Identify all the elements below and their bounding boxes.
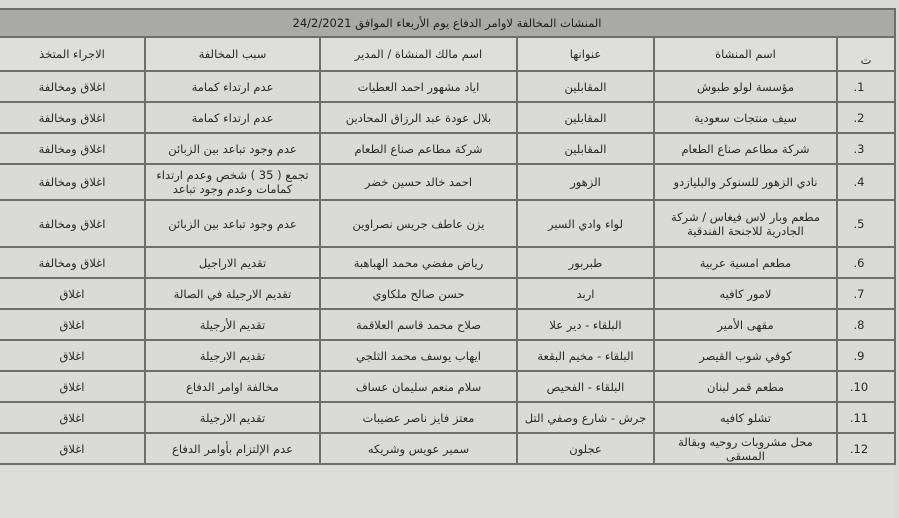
address: جرش - شارع وصفي التل: [517, 402, 654, 433]
owner-name: حسن صالح ملكاوي: [320, 278, 517, 309]
table-row: [0, 371, 895, 402]
action-taken: اغلاق: [0, 433, 145, 464]
row-number: .2: [837, 102, 895, 133]
address: الزهور: [517, 164, 654, 200]
violations-table: [0, 8, 896, 465]
address: اربد: [517, 278, 654, 309]
violation-reason: تقديم الارجيلة: [145, 402, 320, 433]
owner-name: صلاح محمد قاسم العلاقمة: [320, 309, 517, 340]
action-taken: اغلاق: [0, 402, 145, 433]
violation-reason: مخالفة اوامر الدفاع: [145, 371, 320, 402]
action-taken: اغلاق: [0, 309, 145, 340]
violation-reason: عدم وجود تباعد بين الزبائن: [145, 133, 320, 164]
table-row: [0, 402, 895, 433]
owner-name: سمير عويس وشريكه: [320, 433, 517, 464]
address: البلقاء - دير علا: [517, 309, 654, 340]
establishment-name: مؤسسة لولو طبوش: [654, 71, 837, 102]
establishment-name: مقهى الأمير: [654, 309, 837, 340]
action-taken: اغلاق: [0, 371, 145, 402]
row-number: .7: [837, 278, 895, 309]
table-row: [0, 102, 895, 133]
row-number: .1: [837, 71, 895, 102]
table-row: [0, 200, 895, 247]
document-sheet: [0, 8, 895, 518]
address: المقابلين: [517, 102, 654, 133]
establishment-name: تشلو كافيه: [654, 402, 837, 433]
table-row: [0, 164, 895, 200]
row-number: .9: [837, 340, 895, 371]
violation-reason: تقديم الارجيلة: [145, 340, 320, 371]
violation-reason: تقديم الارجيلة في الصالة: [145, 278, 320, 309]
owner-name: شركة مطاعم صناع الطعام: [320, 133, 517, 164]
address: طبربور: [517, 247, 654, 278]
table-row: [0, 247, 895, 278]
violation-reason: عدم ارتداء كمامة: [145, 102, 320, 133]
action-taken: اغلاق ومخالفة: [0, 102, 145, 133]
violation-reason: عدم ارتداء كمامة: [145, 71, 320, 102]
row-number: .5: [837, 200, 895, 247]
address: عجلون: [517, 433, 654, 464]
header-row: [0, 37, 895, 71]
header-action: الاجراء المتخذ: [0, 37, 145, 71]
owner-name: سلام منعم سليمان عساف: [320, 371, 517, 402]
row-number: .3: [837, 133, 895, 164]
owner-name: احمد خالد حسين خضر: [320, 164, 517, 200]
header-reason: سبب المخالفة: [145, 37, 320, 71]
row-number: .12: [837, 433, 895, 464]
violation-reason: عدم وجود تباعد بين الزبائن: [145, 200, 320, 247]
row-number: .6: [837, 247, 895, 278]
table-row: [0, 133, 895, 164]
title-row: [0, 9, 895, 37]
owner-name: اياد مشهور احمد العطيات: [320, 71, 517, 102]
violation-reason: تقديم الاراجيل: [145, 247, 320, 278]
establishment-name: شركة مطاعم صناع الطعام: [654, 133, 837, 164]
violation-reason: عدم الإلتزام بأوامر الدفاع: [145, 433, 320, 464]
owner-name: رياض مفضي محمد الهباهبة: [320, 247, 517, 278]
header-number: ت: [837, 37, 895, 71]
establishment-name: سيف منتجات سعودية: [654, 102, 837, 133]
violation-reason: تقديم الأرجيلة: [145, 309, 320, 340]
address: البلقاء - مخيم البقعة: [517, 340, 654, 371]
table-row: [0, 71, 895, 102]
action-taken: اغلاق: [0, 278, 145, 309]
row-number: .8: [837, 309, 895, 340]
table-title: المنشات المخالفة لاوامر الدفاع يوم الأربعاء الموافق 24/2/2021: [0, 9, 895, 37]
header-establishment: اسم المنشاة: [654, 37, 837, 71]
establishment-name: نادي الزهور للسنوكر والبليازدو: [654, 164, 837, 200]
action-taken: اغلاق: [0, 340, 145, 371]
violation-reason: تجمع ( 35 ) شخص وعدم ارتداء كمامات وعدم وجود تباعد: [145, 164, 320, 200]
action-taken: اغلاق ومخالفة: [0, 71, 145, 102]
owner-name: يزن عاطف جريس نصراوين: [320, 200, 517, 247]
header-address: عنوانها: [517, 37, 654, 71]
action-taken: اغلاق ومخالفة: [0, 133, 145, 164]
establishment-name: مطعم قمر لبنان: [654, 371, 837, 402]
address: المقابلين: [517, 71, 654, 102]
address: البلقاء - الفحيص: [517, 371, 654, 402]
table-row: [0, 309, 895, 340]
address: المقابلين: [517, 133, 654, 164]
establishment-name: لامور كافيه: [654, 278, 837, 309]
row-number: .10: [837, 371, 895, 402]
table-row: [0, 278, 895, 309]
establishment-name: محل مشروبات روحيه وبقالة المسقى: [654, 433, 837, 464]
owner-name: ايهاب يوسف محمد الثلجي: [320, 340, 517, 371]
action-taken: اغلاق ومخالفة: [0, 247, 145, 278]
address: لواء وادي السير: [517, 200, 654, 247]
establishment-name: كوفي شوب القيصر: [654, 340, 837, 371]
establishment-name: مطعم امسية عربية: [654, 247, 837, 278]
owner-name: معتز فايز ناصر عضيبات: [320, 402, 517, 433]
row-number: .4: [837, 164, 895, 200]
establishment-name: مطعم وبار لاس فيغاس / شركة الجادرية للاجنحة الفندقية: [654, 200, 837, 247]
owner-name: بلال عودة عبد الرزاق المحادين: [320, 102, 517, 133]
row-number: .11: [837, 402, 895, 433]
header-owner: اسم مالك المنشاة / المدير: [320, 37, 517, 71]
action-taken: اغلاق ومخالفة: [0, 200, 145, 247]
table-row: [0, 433, 895, 464]
table-row: [0, 340, 895, 371]
action-taken: اغلاق ومخالفة: [0, 164, 145, 200]
